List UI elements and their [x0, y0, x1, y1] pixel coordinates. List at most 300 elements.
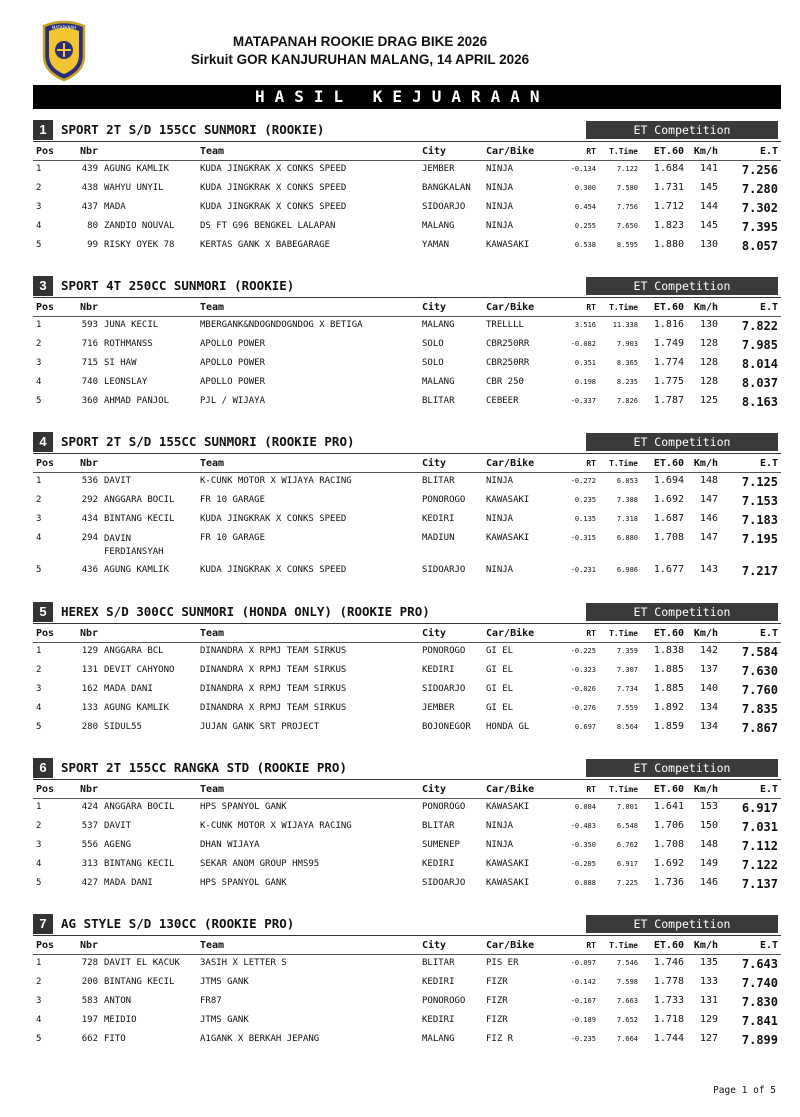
cell-et: 7.643 — [741, 957, 778, 971]
cell-kmh: 147 — [699, 493, 718, 505]
cell-nbr: 99 — [87, 239, 98, 250]
cell-ttime: 7.826 — [616, 396, 638, 405]
cell-et60: 1.746 — [653, 957, 684, 968]
cell-team: DINANDRA X RPMJ TEAM SIRKUS — [200, 683, 347, 694]
column-header-name — [101, 780, 197, 799]
column-header-team: Team — [197, 624, 419, 643]
event-title-line1: MATAPANAH ROOKIE DRAG BIKE 2026 — [232, 34, 488, 49]
race-class-section — [33, 119, 781, 256]
column-header-pos: Pos — [33, 624, 63, 643]
cell-bike: CBR250RR — [486, 338, 530, 349]
cell-et60: 1.687 — [653, 512, 684, 524]
column-header-nbr: Nbr — [63, 454, 101, 473]
cell-ttime: 7.122 — [616, 165, 638, 173]
column-header-kmh: Km/h — [687, 624, 721, 643]
cell-ttime: 7.388 — [616, 495, 638, 504]
cell-city: MALANG — [422, 1033, 455, 1044]
cell-pos: 2 — [36, 182, 42, 193]
table-row — [33, 355, 781, 374]
cell-kmh: 141 — [699, 163, 718, 174]
cell-et60: 1.892 — [653, 701, 684, 713]
cell-name: ZANDIO NOUVAL — [104, 220, 175, 231]
cell-bike: FIZR — [486, 976, 508, 987]
competition-label: ET Competition — [586, 277, 778, 295]
cell-bike: NINJA — [486, 839, 514, 850]
cell-kmh: 144 — [699, 200, 718, 212]
table-row — [33, 974, 781, 993]
cell-team: KUDA JINGKRAK X CONKS SPEED — [200, 513, 347, 524]
cell-city: MALANG — [422, 220, 455, 231]
cell-pos: 1 — [36, 476, 42, 486]
cell-name: MADA DANI — [104, 877, 153, 888]
event-title-line2: Sirkuit GOR KANJURUHAN MALANG, 14 APRIL 2026 — [190, 52, 530, 67]
column-header-name — [101, 936, 197, 955]
cell-ttime: 6.548 — [616, 821, 638, 830]
cell-et60: 1.778 — [653, 975, 684, 987]
cell-et60: 1.706 — [653, 819, 684, 831]
cell-rt: 3.516 — [574, 321, 596, 329]
cell-rt: -0.235 — [570, 1034, 596, 1043]
cell-et60: 1.838 — [653, 645, 684, 656]
cell-et: 7.256 — [741, 163, 778, 177]
cell-pos: 4 — [36, 1014, 42, 1025]
cell-name: BINTANG KECIL — [104, 513, 175, 524]
cell-pos: 5 — [36, 877, 42, 888]
cell-city: YAMAN — [422, 239, 450, 250]
cell-kmh: 145 — [699, 219, 718, 231]
cell-et: 7.830 — [741, 994, 778, 1009]
cell-bike: GI EL — [486, 646, 514, 656]
cell-name: MADA DANI — [104, 683, 153, 694]
cell-city: SUMENEP — [422, 839, 460, 850]
column-header-pos: Pos — [33, 298, 63, 317]
cell-nbr: 360 — [81, 395, 98, 406]
cell-nbr: 424 — [81, 802, 98, 812]
column-header-team: Team — [197, 142, 419, 161]
cell-kmh: 134 — [699, 701, 718, 713]
cell-ttime: 8.365 — [616, 358, 638, 367]
cell-pos: 2 — [36, 976, 42, 987]
cell-kmh: 135 — [699, 957, 718, 968]
column-header-name — [101, 624, 197, 643]
cell-kmh: 128 — [699, 375, 718, 387]
cell-city: BOJONEGOR — [422, 721, 471, 732]
cell-name: MEIDIO — [104, 1014, 137, 1025]
results-table — [33, 936, 781, 1050]
cell-city: BLITAR — [422, 395, 455, 406]
column-header-et: E.T — [721, 298, 781, 317]
cell-bike: KAWASAKI — [486, 802, 530, 812]
column-header-rt: RT — [551, 454, 599, 473]
cell-et: 7.280 — [741, 181, 778, 196]
cell-team: JTMS GANK — [200, 1014, 249, 1025]
cell-team: A1GANK X BERKAH JEPANG — [200, 1033, 320, 1044]
column-header-team: Team — [197, 454, 419, 473]
table-row — [33, 799, 781, 818]
cell-name: RISKY OYEK 78 — [104, 239, 175, 250]
cell-bike: NINJA — [486, 564, 514, 575]
cell-ttime: 7.359 — [616, 647, 638, 655]
cell-nbr: 294 — [81, 532, 98, 543]
cell-ttime: 7.650 — [616, 221, 638, 230]
cell-city: BLITAR — [422, 820, 455, 831]
cell-rt: 0.088 — [574, 878, 596, 887]
cell-city: PONOROGO — [422, 995, 466, 1006]
cell-et: 7.841 — [741, 1013, 778, 1028]
cell-et60: 1.859 — [653, 720, 684, 732]
cell-bike: NINJA — [486, 476, 514, 486]
cell-team: APOLLO POWER — [200, 376, 266, 387]
table-row — [33, 681, 781, 700]
cell-rt: -0.483 — [570, 821, 596, 830]
cell-pos: 3 — [36, 839, 42, 850]
cell-pos: 3 — [36, 513, 42, 524]
cell-rt: 0.198 — [574, 377, 596, 386]
cell-city: KEDIRI — [422, 664, 455, 675]
cell-bike: KAWASAKI — [486, 239, 530, 250]
club-emblem-logo — [40, 20, 88, 82]
cell-team: K-CUNK MOTOR X WIJAYA RACING — [200, 476, 352, 486]
cell-rt: 0.135 — [574, 514, 596, 523]
cell-city: JEMBER — [422, 164, 455, 174]
column-header-ttime: T.Time — [599, 936, 641, 955]
cell-et60: 1.787 — [653, 394, 684, 406]
cell-et60: 1.816 — [653, 319, 684, 330]
cell-ttime: 8.235 — [616, 377, 638, 386]
column-header-et60: ET.60 — [641, 780, 687, 799]
event-title — [140, 33, 580, 69]
cell-name: DAVIT — [104, 476, 132, 486]
class-number: 6 — [33, 758, 53, 778]
column-header-city: City — [419, 298, 483, 317]
cell-ttime: 7.559 — [616, 703, 638, 712]
cell-et: 7.835 — [741, 701, 778, 716]
table-header-row — [33, 624, 781, 643]
class-name: SPORT 2T S/D 155CC SUNMORI (ROOKIE) — [61, 122, 325, 137]
cell-pos: 3 — [36, 201, 42, 212]
cell-nbr: 556 — [81, 839, 98, 850]
class-number: 3 — [33, 276, 53, 296]
race-class-section — [33, 757, 781, 894]
cell-pos: 1 — [36, 958, 42, 968]
column-header-pos: Pos — [33, 454, 63, 473]
cell-bike: KAWASAKI — [486, 877, 530, 888]
column-header-et: E.T — [721, 624, 781, 643]
cell-name: LEONSLAY — [104, 376, 148, 387]
column-header-rt: RT — [551, 298, 599, 317]
cell-team: DHAN WIJAYA — [200, 839, 260, 850]
section-header — [33, 757, 781, 780]
table-row — [33, 562, 781, 581]
cell-et60: 1.880 — [653, 238, 684, 250]
section-header — [33, 601, 781, 624]
cell-city: SIDOARJO — [422, 564, 466, 575]
cell-team: KUDA JINGKRAK X CONKS SPEED — [200, 564, 347, 575]
cell-pos: 5 — [36, 1033, 42, 1044]
race-class-section — [33, 913, 781, 1050]
cell-et60: 1.641 — [653, 801, 684, 812]
column-header-kmh: Km/h — [687, 298, 721, 317]
cell-nbr: 131 — [81, 664, 98, 675]
cell-nbr: 162 — [81, 683, 98, 694]
cell-et: 7.867 — [741, 720, 778, 735]
cell-rt: -0.026 — [570, 684, 596, 693]
cell-city: SOLO — [422, 338, 444, 349]
cell-et: 8.014 — [741, 356, 778, 371]
cell-ttime: 7.307 — [616, 665, 638, 674]
cell-nbr: 436 — [81, 564, 98, 575]
class-number: 7 — [33, 914, 53, 934]
table-row — [33, 875, 781, 894]
cell-team: APOLLO POWER — [200, 338, 266, 349]
cell-bike: KAWASAKI — [486, 532, 530, 543]
results-table — [33, 454, 781, 581]
table-header-row — [33, 142, 781, 161]
cell-team: DS FT G96 BENGKEL LALAPAN — [200, 220, 336, 231]
cell-name: JUNA KECIL — [104, 320, 159, 330]
column-header-pos: Pos — [33, 936, 63, 955]
column-header-team: Team — [197, 936, 419, 955]
cell-ttime: 7.598 — [616, 977, 638, 986]
cell-city: KEDIRI — [422, 858, 455, 869]
cell-et60: 1.708 — [653, 838, 684, 850]
cell-name: AGENG — [104, 839, 132, 850]
cell-nbr: 427 — [81, 877, 98, 888]
column-header-et: E.T — [721, 142, 781, 161]
race-class-section — [33, 431, 781, 581]
cell-et60: 1.731 — [653, 181, 684, 193]
cell-team: FR 10 GARAGE — [200, 494, 266, 505]
cell-name: ANGGARA BOCIL — [104, 802, 175, 812]
cell-nbr: 662 — [81, 1033, 98, 1044]
cell-et60: 1.774 — [653, 356, 684, 368]
cell-city: MALANG — [422, 320, 455, 330]
column-header-nbr: Nbr — [63, 142, 101, 161]
cell-et: 7.125 — [741, 475, 778, 489]
cell-nbr: 200 — [81, 976, 98, 987]
cell-name: ANGGARA BOCIL — [104, 494, 175, 505]
table-header-row — [33, 454, 781, 473]
cell-ttime: 7.734 — [616, 684, 638, 693]
section-header — [33, 913, 781, 936]
cell-nbr: 129 — [81, 646, 98, 656]
column-header-kmh: Km/h — [687, 780, 721, 799]
cell-bike: CBR250RR — [486, 357, 530, 368]
cell-et: 7.760 — [741, 682, 778, 697]
column-header-bike: Car/Bike — [483, 780, 551, 799]
cell-team: KUDA JINGKRAK X CONKS SPEED — [200, 182, 347, 193]
column-header-et: E.T — [721, 454, 781, 473]
cell-rt: -0.315 — [570, 533, 596, 542]
table-row — [33, 856, 781, 875]
cell-city: SIDOARJO — [422, 683, 466, 694]
cell-kmh: 130 — [699, 319, 718, 330]
cell-name: SIDUL55 — [104, 721, 142, 732]
class-number: 5 — [33, 602, 53, 622]
cell-bike: FIZR — [486, 1014, 508, 1025]
column-header-bike: Car/Bike — [483, 454, 551, 473]
cell-city: PONOROGO — [422, 494, 466, 505]
cell-rt: -0.231 — [570, 565, 596, 574]
cell-nbr: 133 — [81, 702, 98, 713]
table-row — [33, 719, 781, 738]
competition-label: ET Competition — [586, 915, 778, 933]
cell-bike: KAWASAKI — [486, 858, 530, 869]
cell-rt: -0.189 — [570, 1015, 596, 1024]
section-header — [33, 119, 781, 142]
cell-bike: NINJA — [486, 182, 514, 193]
column-header-et60: ET.60 — [641, 624, 687, 643]
table-row — [33, 530, 781, 562]
race-class-section — [33, 601, 781, 738]
cell-bike: NINJA — [486, 513, 514, 524]
column-header-nbr: Nbr — [63, 298, 101, 317]
column-header-et60: ET.60 — [641, 142, 687, 161]
cell-ttime: 7.580 — [616, 183, 638, 192]
table-row — [33, 199, 781, 218]
cell-nbr: 292 — [81, 494, 98, 505]
cell-kmh: 134 — [699, 720, 718, 732]
cell-ttime: 7.664 — [616, 1034, 638, 1043]
cell-pos: 5 — [36, 395, 42, 406]
cell-team: PJL / WIJAYA — [200, 395, 266, 406]
table-row — [33, 1031, 781, 1050]
cell-name: FITO — [104, 1033, 126, 1044]
cell-rt: -0.205 — [570, 859, 596, 868]
cell-et: 7.195 — [741, 531, 778, 546]
cell-ttime: 8.595 — [616, 240, 638, 249]
cell-name: DAVIN FERDIANSYAH — [104, 533, 164, 557]
cell-et: 7.137 — [741, 876, 778, 891]
column-header-city: City — [419, 142, 483, 161]
cell-team: JUJAN GANK SRT PROJECT — [200, 721, 320, 732]
cell-et: 7.985 — [741, 337, 778, 352]
cell-rt: 0.351 — [574, 358, 596, 367]
cell-ttime: 7.663 — [616, 996, 638, 1005]
cell-ttime: 6.986 — [616, 565, 638, 574]
cell-name: BINTANG KECIL — [104, 976, 175, 987]
column-header-pos: Pos — [33, 142, 63, 161]
cell-rt: 0.300 — [574, 183, 596, 192]
cell-kmh: 146 — [699, 876, 718, 888]
cell-team: K-CUNK MOTOR X WIJAYA RACING — [200, 820, 352, 831]
cell-bike: TRELLLL — [486, 320, 524, 330]
cell-team: FR87 — [200, 995, 222, 1006]
cell-rt: -0.082 — [570, 339, 596, 348]
table-row — [33, 511, 781, 530]
column-header-name — [101, 142, 197, 161]
cell-team: MBERGANK&NDOGNDOGNDOG X BETIGA — [200, 320, 363, 330]
cell-ttime: 6.880 — [616, 533, 638, 542]
cell-nbr: 197 — [81, 1014, 98, 1025]
cell-name: ANTON — [104, 995, 132, 1006]
cell-team: 3ASIH X LETTER S — [200, 958, 287, 968]
cell-bike: GI EL — [486, 702, 514, 713]
cell-rt: -0.276 — [570, 703, 596, 712]
class-name: AG STYLE S/D 130CC (ROOKIE PRO) — [61, 916, 295, 931]
cell-et: 7.217 — [741, 563, 778, 578]
cell-nbr: 434 — [81, 513, 98, 524]
cell-et: 7.584 — [741, 645, 778, 659]
results-banner: HASIL KEJUARAAN — [33, 85, 781, 109]
competition-label: ET Competition — [586, 759, 778, 777]
column-header-et: E.T — [721, 780, 781, 799]
cell-rt: -0.323 — [570, 665, 596, 674]
cell-pos: 5 — [36, 564, 42, 575]
cell-et60: 1.712 — [653, 200, 684, 212]
cell-bike: NINJA — [486, 164, 514, 174]
cell-nbr: 80 — [87, 220, 98, 231]
cell-team: KUDA JINGKRAK X CONKS SPEED — [200, 164, 347, 174]
class-number: 4 — [33, 432, 53, 452]
table-row — [33, 237, 781, 256]
cell-team: DINANDRA X RPMJ TEAM SIRKUS — [200, 664, 347, 675]
cell-et: 7.630 — [741, 663, 778, 678]
cell-bike: NINJA — [486, 220, 514, 231]
column-header-ttime: T.Time — [599, 142, 641, 161]
cell-kmh: 143 — [699, 563, 718, 575]
cell-name: MADA — [104, 201, 126, 212]
section-header — [33, 275, 781, 298]
column-header-rt: RT — [551, 936, 599, 955]
cell-et60: 1.692 — [653, 493, 684, 505]
column-header-et60: ET.60 — [641, 298, 687, 317]
cell-rt: 0.697 — [574, 722, 596, 731]
cell-et: 7.740 — [741, 975, 778, 990]
cell-pos: 1 — [36, 164, 42, 174]
column-header-team: Team — [197, 780, 419, 799]
cell-name: AGUNG KAMLIK — [104, 564, 170, 575]
cell-rt: -0.225 — [570, 647, 596, 655]
cell-et: 7.031 — [741, 819, 778, 834]
cell-pos: 4 — [36, 858, 42, 869]
column-header-city: City — [419, 936, 483, 955]
table-row — [33, 393, 781, 412]
column-header-name — [101, 454, 197, 473]
competition-label: ET Competition — [586, 433, 778, 451]
column-header-rt: RT — [551, 780, 599, 799]
cell-city: PONOROGO — [422, 646, 466, 656]
column-header-rt: RT — [551, 142, 599, 161]
cell-name: AHMAD PANJOL — [104, 395, 170, 406]
cell-nbr: 313 — [81, 858, 98, 869]
table-header-row — [33, 936, 781, 955]
cell-rt: -0.337 — [570, 396, 596, 405]
column-header-ttime: T.Time — [599, 298, 641, 317]
cell-city: MADIUN — [422, 532, 455, 543]
table-row — [33, 837, 781, 856]
cell-pos: 4 — [36, 702, 42, 713]
cell-et: 8.037 — [741, 375, 778, 390]
cell-bike: NINJA — [486, 820, 514, 831]
cell-nbr: 536 — [81, 476, 98, 486]
column-header-kmh: Km/h — [687, 454, 721, 473]
cell-team: DINANDRA X RPMJ TEAM SIRKUS — [200, 646, 347, 656]
cell-rt: 0.255 — [574, 221, 596, 230]
column-header-name — [101, 298, 197, 317]
column-header-nbr: Nbr — [63, 624, 101, 643]
cell-rt: 0.235 — [574, 495, 596, 504]
cell-name: ANGGARA BCL — [104, 646, 164, 656]
cell-rt: 0.454 — [574, 202, 596, 211]
class-name: SPORT 2T S/D 155CC SUNMORI (ROOKIE PRO) — [61, 434, 355, 449]
cell-kmh: 128 — [699, 356, 718, 368]
cell-name: DAVIT — [104, 820, 132, 831]
cell-name: AGUNG KAMLIK — [104, 164, 170, 174]
cell-city: SIDOARJO — [422, 877, 466, 888]
cell-pos: 2 — [36, 494, 42, 505]
page-number: Page 1 of 5 — [713, 1085, 776, 1096]
